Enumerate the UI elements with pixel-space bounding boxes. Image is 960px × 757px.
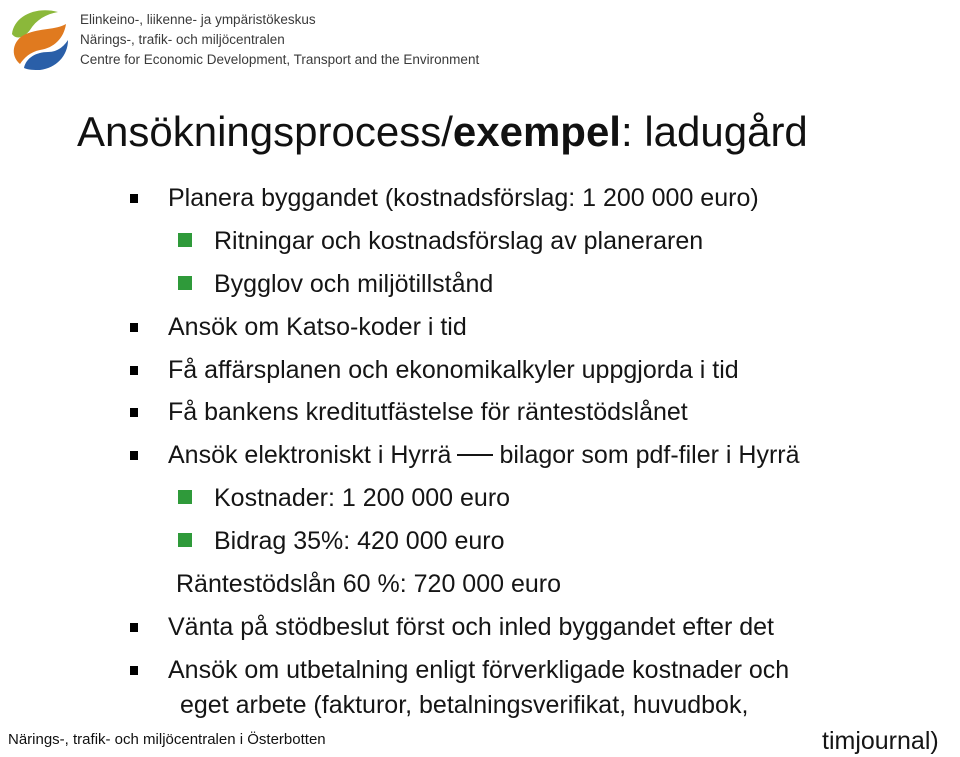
list-item — [168, 397, 688, 427]
list-item-text: Bidrag 35%: 420 000 euro — [214, 527, 505, 555]
list-item-text: Ritningar och kostnadsförslag av planeraren — [214, 227, 704, 255]
list-item — [214, 226, 703, 256]
list-item — [214, 526, 505, 556]
list-item-text: eget arbete (fakturor, betalningsverifikat, huvudbok, — [180, 691, 749, 719]
list-item-text: Vänta på stödbeslut först och inled byggandet efter det — [168, 613, 774, 641]
list-item-text: Planera byggandet (kostnadsförslag: 1 200 000 euro) — [168, 184, 759, 212]
title-part-2: : ladugård — [620, 108, 808, 155]
square-bullet-icon — [130, 666, 138, 675]
organization-name — [80, 10, 479, 70]
org-name-english: Centre for Economic Development, Transport and the Environment — [80, 52, 480, 67]
list-item-text: Bygglov och miljötillstånd — [214, 270, 494, 298]
list-item-text: Kostnader: 1 200 000 euro — [214, 484, 511, 512]
list-item — [168, 355, 739, 385]
list-item-text: Ansök elektroniskt i Hyrrä — [168, 441, 452, 469]
footer-text: Närings-, trafik- och miljöcentralen i Österbotten — [8, 731, 326, 748]
list-item — [168, 312, 467, 342]
list-item — [168, 183, 759, 213]
green-square-bullet-icon — [178, 533, 192, 547]
list-item — [214, 483, 510, 513]
square-bullet-icon — [130, 194, 138, 203]
title-part-1: Ansökningsprocess/ — [77, 108, 453, 155]
list-item — [168, 612, 774, 642]
list-item — [168, 440, 800, 470]
dash-separator — [457, 454, 493, 456]
title-emphasis: exempel — [452, 108, 621, 155]
square-bullet-icon — [130, 323, 138, 332]
list-item — [176, 569, 561, 599]
square-bullet-icon — [130, 623, 138, 632]
list-item-text: Ansök om Katso-koder i tid — [168, 313, 467, 341]
slide-title — [77, 108, 808, 156]
green-square-bullet-icon — [178, 490, 192, 504]
green-square-bullet-icon — [178, 276, 192, 290]
ely-centre-logo-icon — [6, 4, 74, 72]
square-bullet-icon — [130, 451, 138, 460]
org-name-finnish: Elinkeino-, liikenne- ja ympäristökeskus — [80, 12, 316, 27]
square-bullet-icon — [130, 366, 138, 375]
org-name-swedish: Närings-, trafik- och miljöcentralen — [80, 32, 285, 47]
square-bullet-icon — [130, 408, 138, 417]
list-item-text: Räntestödslån 60 %: 720 000 euro — [176, 570, 561, 598]
green-square-bullet-icon — [178, 233, 192, 247]
list-item — [168, 655, 789, 685]
list-item-text: Få affärsplanen och ekonomikalkyler uppgjorda i tid — [168, 356, 739, 384]
list-item-text: Ansök om utbetalning enligt förverkligade kostnader och — [168, 656, 790, 684]
list-item-continuation — [180, 690, 748, 720]
list-item-text-after-dash: bilagor som pdf-filer i Hyrrä — [499, 441, 800, 469]
list-item-text: Få bankens kreditutfästelse för räntestödslånet — [168, 398, 688, 426]
list-item — [214, 269, 493, 299]
list-item-continuation-tail: timjournal) — [822, 727, 939, 755]
